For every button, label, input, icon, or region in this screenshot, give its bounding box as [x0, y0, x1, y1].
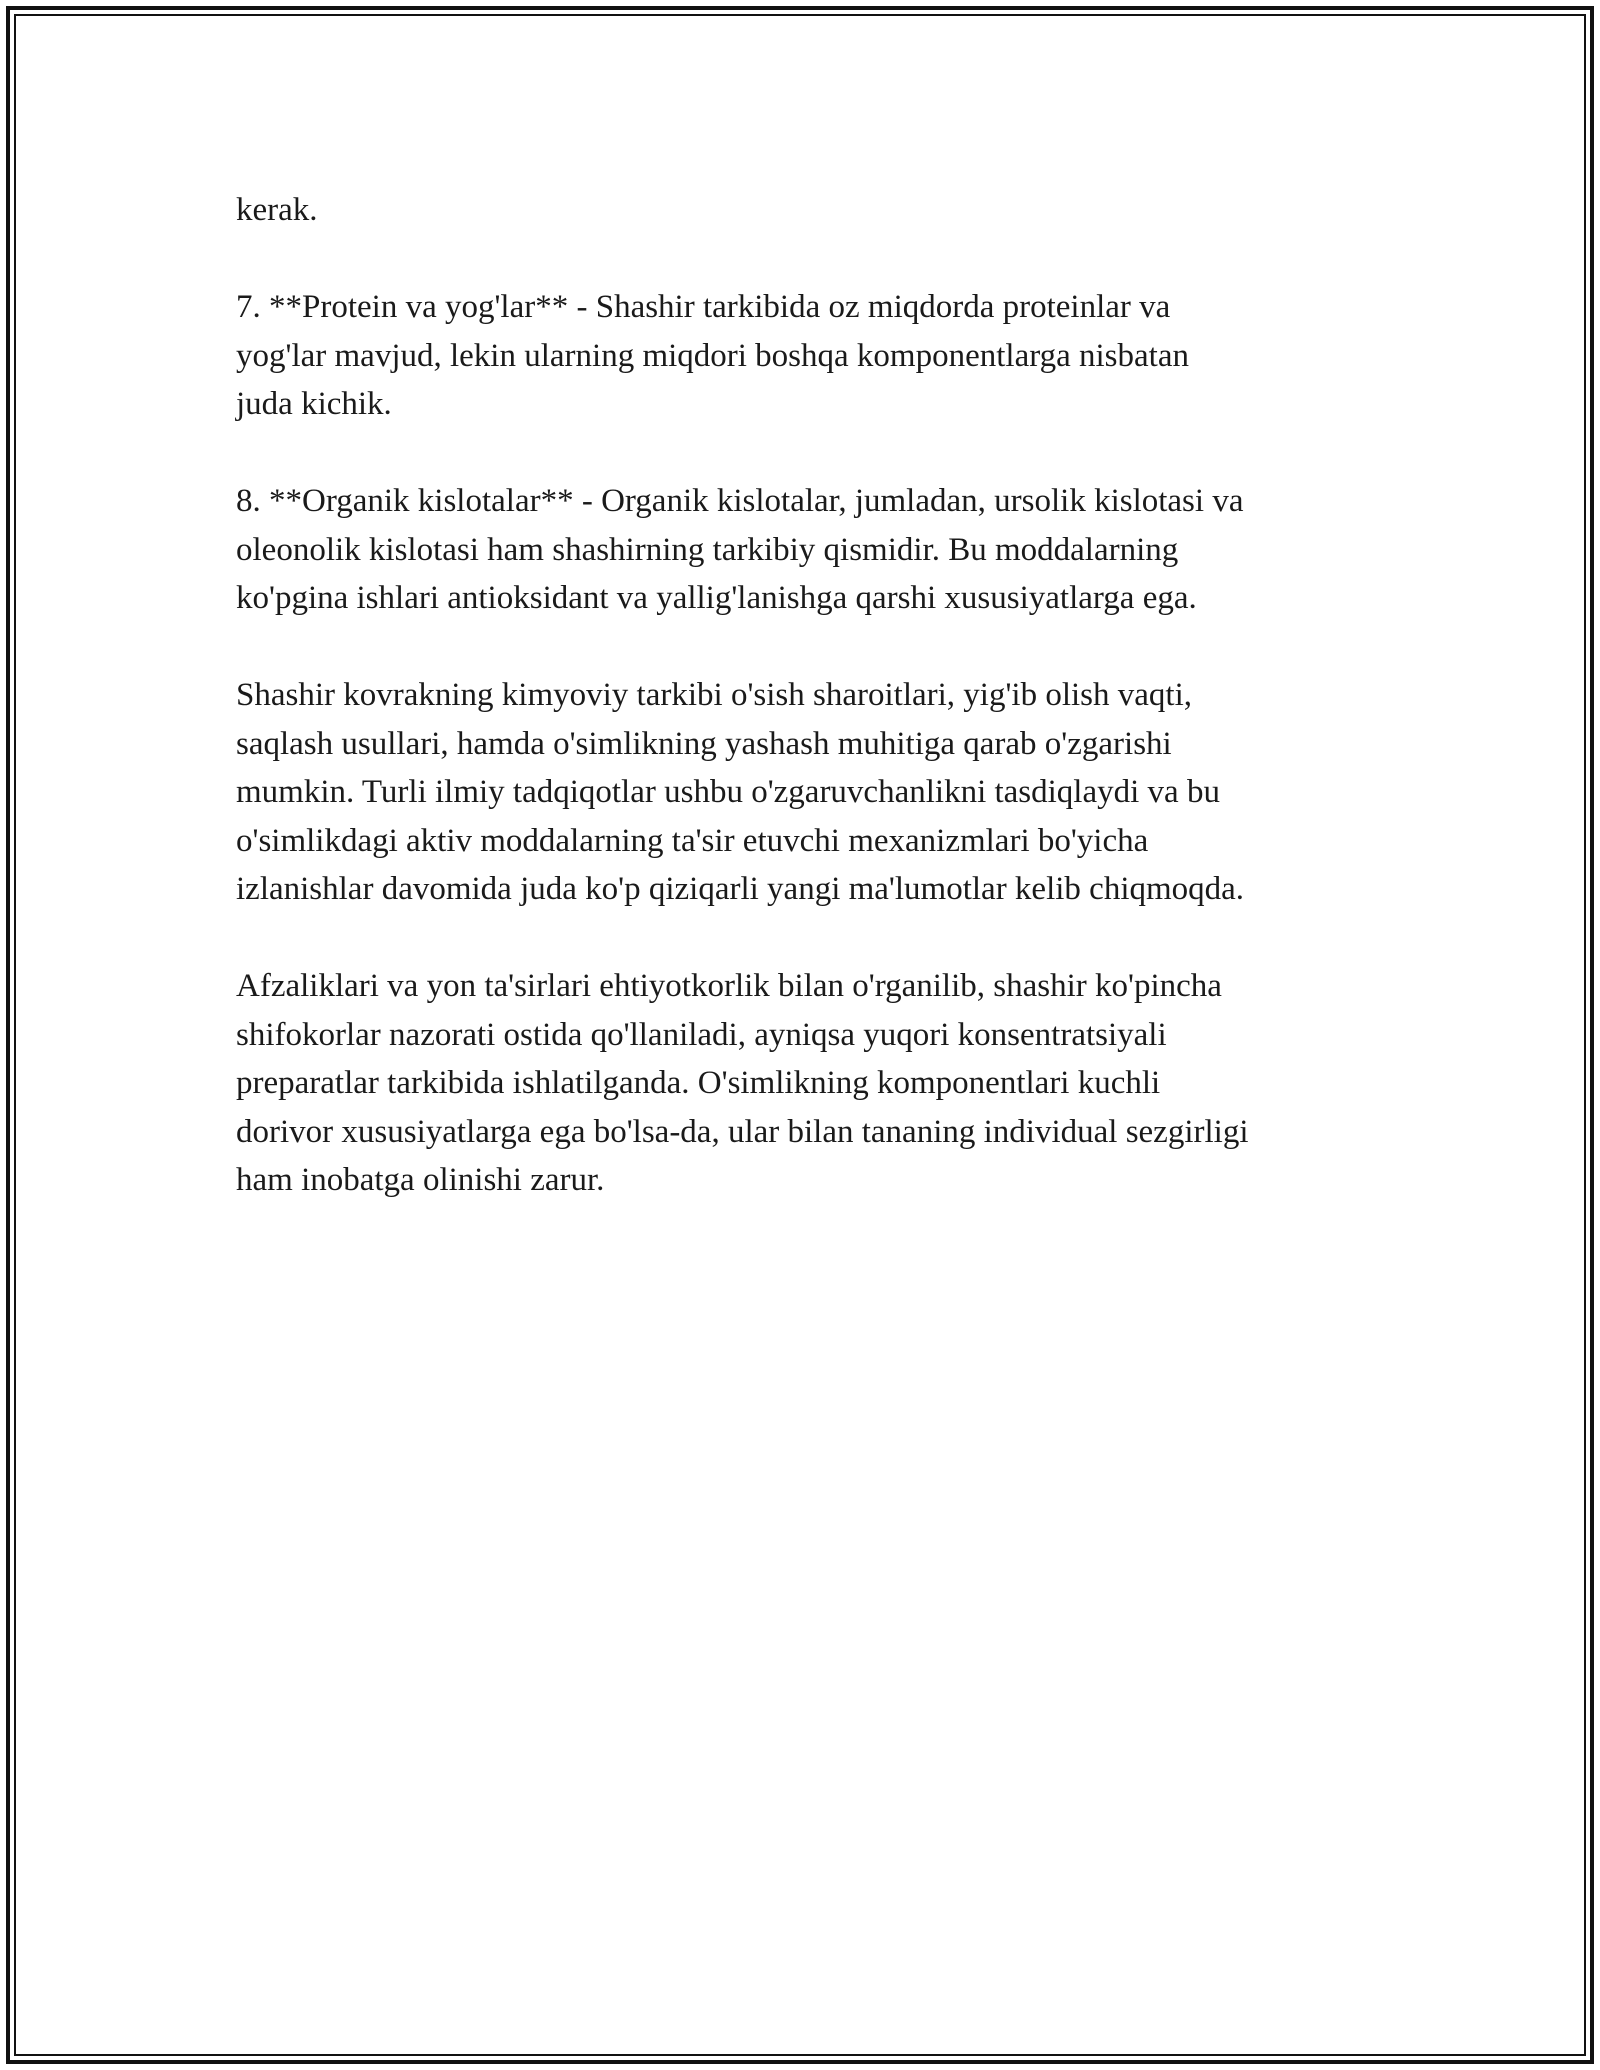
- paragraph-protein-fats: [236, 283, 1376, 429]
- text-line: ko'pgina ishlari antioksidant va yallig'lanishga qarshi xususiyatlarga ega.: [236, 580, 1197, 616]
- paragraph-continuation: [236, 186, 1376, 235]
- text-line: izlanishlar davomida juda ko'p qiziqarli yangi ma'lumotlar kelib chiqmoqda.: [236, 871, 1245, 907]
- text-line: preparatlar tarkibida ishlatilganda. O'simlikning komponentlari kuchli: [236, 1065, 1161, 1101]
- text-line: Shashir kovrakning kimyoviy tarkibi o'sish sharoitlari, yig'ib olish vaqti,: [236, 677, 1192, 713]
- text-line: 7. **Protein va yog'lar** - Shashir tarkibida oz miqdorda proteinlar va: [236, 289, 1171, 325]
- text-line: mumkin. Turli ilmiy tadqiqotlar ushbu o'zgaruvchanlikni tasdiqlaydi va bu: [236, 774, 1220, 810]
- text-line: saqlash usullari, hamda o'simlikning yashash muhitiga qarab o'zgarishi: [236, 725, 1172, 762]
- text-line: Afzaliklari va yon ta'sirlari ehtiyotkorlik bilan o'rganilib, shashir ko'pincha: [236, 968, 1222, 1004]
- text-line: oleonolik kislotasi ham shashirning tarkibiy qismidir. Bu moddalarning: [236, 531, 1179, 568]
- paragraph-chemical-composition: [236, 671, 1376, 914]
- paragraph-advantages: [236, 962, 1376, 1205]
- text-line: ham inobatga olinishi zarur.: [236, 1162, 605, 1198]
- text-line: dorivor xususiyatlarga ega bo'lsa-da, ular bilan tananing individual sezgirligi: [236, 1113, 1249, 1150]
- text-line: yog'lar mavjud, lekin ularning miqdori boshqa komponentlarga nisbatan: [236, 337, 1189, 374]
- paragraph-organic-acids: [236, 477, 1376, 623]
- text-line: o'simlikdagi aktiv moddalarning ta'sir etuvchi mexanizmlari bo'yicha: [236, 822, 1149, 859]
- document-body: [236, 186, 1376, 1253]
- text-line: juda kichik.: [236, 386, 392, 422]
- text-line: 8. **Organik kislotalar** - Organik kislotalar, jumladan, ursolik kislotasi va: [236, 483, 1244, 519]
- text-line: shifokorlar nazorati ostida qo'llaniladi, ayniqsa yuqori konsentratsiyali: [236, 1016, 1167, 1053]
- text-line: kerak.: [236, 192, 318, 228]
